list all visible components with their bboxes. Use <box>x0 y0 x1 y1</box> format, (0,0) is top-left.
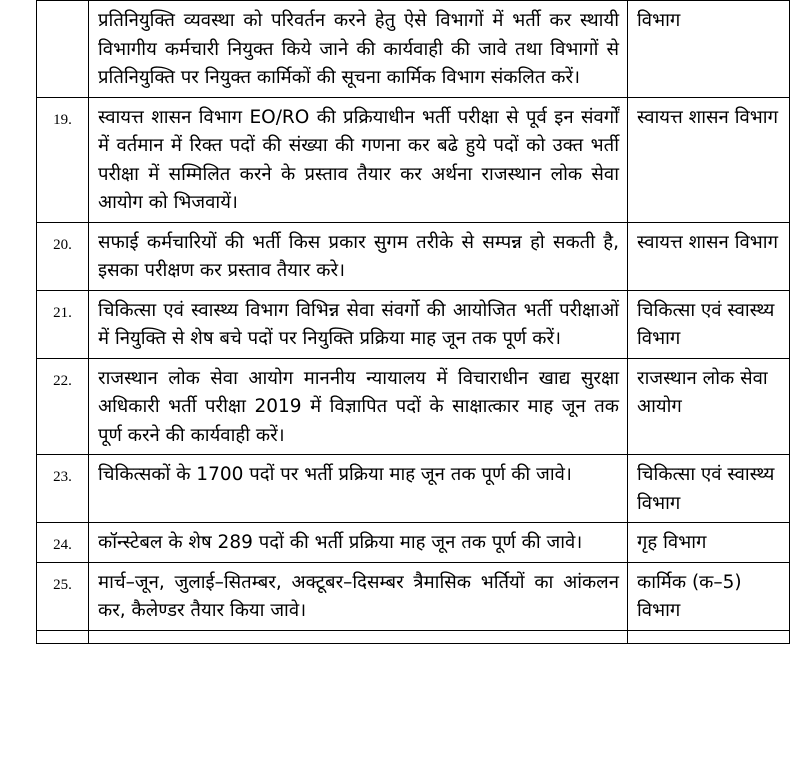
row-description: चिकित्सकों के 1700 पदों पर भर्ती प्रक्रिया माह जून तक पूर्ण की जावे। <box>89 455 628 523</box>
row-department: स्वायत्त शासन विभाग <box>628 97 790 222</box>
row-department: कार्मिक (क–5) विभाग <box>628 562 790 630</box>
row-number <box>37 1 89 98</box>
table-row <box>37 222 790 290</box>
row-department: विभाग <box>628 1 790 98</box>
empty-cell <box>89 630 628 643</box>
row-description: चिकित्सा एवं स्वास्थ्य विभाग विभिन्न सेवा संवर्गो की आयोजित भर्ती परीक्षाओं में नियुक्ति से शेष बचे पदों पर नियुक्ति प्रक्रिया माह जून तक पूर्ण करें। <box>89 290 628 358</box>
row-description: प्रतिनियुक्ति व्यवस्था को परिवर्तन करने हेतु ऐसे विभागों में भर्ती कर स्थायी विभागीय कर्मचारी नियुक्त किये जाने की कार्यवाही की जावे तथा विभागों से प्रतिनियुक्ति पर नियुक्त कार्मिकों की सूचना कार्मिक विभाग संकलित करें। <box>89 1 628 98</box>
row-department: स्वायत्त शासन विभाग <box>628 222 790 290</box>
row-number: 22. <box>37 358 89 455</box>
row-number: 21. <box>37 290 89 358</box>
row-department: गृह विभाग <box>628 523 790 563</box>
row-department: राजस्थान लोक सेवा आयोग <box>628 358 790 455</box>
row-number: 19. <box>37 97 89 222</box>
table-row-partial <box>37 630 790 643</box>
row-number: 25. <box>37 562 89 630</box>
table-row <box>37 455 790 523</box>
empty-cell <box>628 630 790 643</box>
empty-cell <box>37 630 89 643</box>
table-row <box>37 97 790 222</box>
row-description: सफाई कर्मचारियों की भर्ती किस प्रकार सुगम तरीके से सम्पन्न हो सकती है, इसका परीक्षण कर प्रस्ताव तैयार करे। <box>89 222 628 290</box>
table-row <box>37 562 790 630</box>
row-number: 20. <box>37 222 89 290</box>
row-description: राजस्थान लोक सेवा आयोग माननीय न्यायालय में विचाराधीन खाद्य सुरक्षा अधिकारी भर्ती परीक्षा 2019 में विज्ञापित पदों के साक्षात्कार माह जून तक पूर्ण करने की कार्यवाही करें। <box>89 358 628 455</box>
row-description: स्वायत्त शासन विभाग EO/RO की प्रक्रियाधीन भर्ती परीक्षा से पूर्व इन संवर्गों में वर्तमान में रिक्त पदों की संख्या की गणना कर बढे हुये पदों को उक्त भर्ती परीक्षा में सम्मिलित करने के प्रस्ताव तैयार कर अर्थना राजस्थान लोक सेवा आयोग को भिजवायें। <box>89 97 628 222</box>
table-row <box>37 290 790 358</box>
row-description: कॉन्स्टेबल के शेष 289 पदों की भर्ती प्रक्रिया माह जून तक पूर्ण की जावे। <box>89 523 628 563</box>
table-row <box>37 523 790 563</box>
table-row <box>37 358 790 455</box>
row-description: मार्च–जून, जुलाई–सितम्बर, अक्टूबर–दिसम्बर त्रैमासिक भर्तियों का आंकलन कर, कैलेण्डर तैयार किया जावे। <box>89 562 628 630</box>
table-row <box>37 1 790 98</box>
row-number: 24. <box>37 523 89 563</box>
directives-table <box>36 0 790 644</box>
row-department: चिकित्सा एवं स्वास्थ्य विभाग <box>628 455 790 523</box>
row-number: 23. <box>37 455 89 523</box>
row-department: चिकित्सा एवं स्वास्थ्य विभाग <box>628 290 790 358</box>
